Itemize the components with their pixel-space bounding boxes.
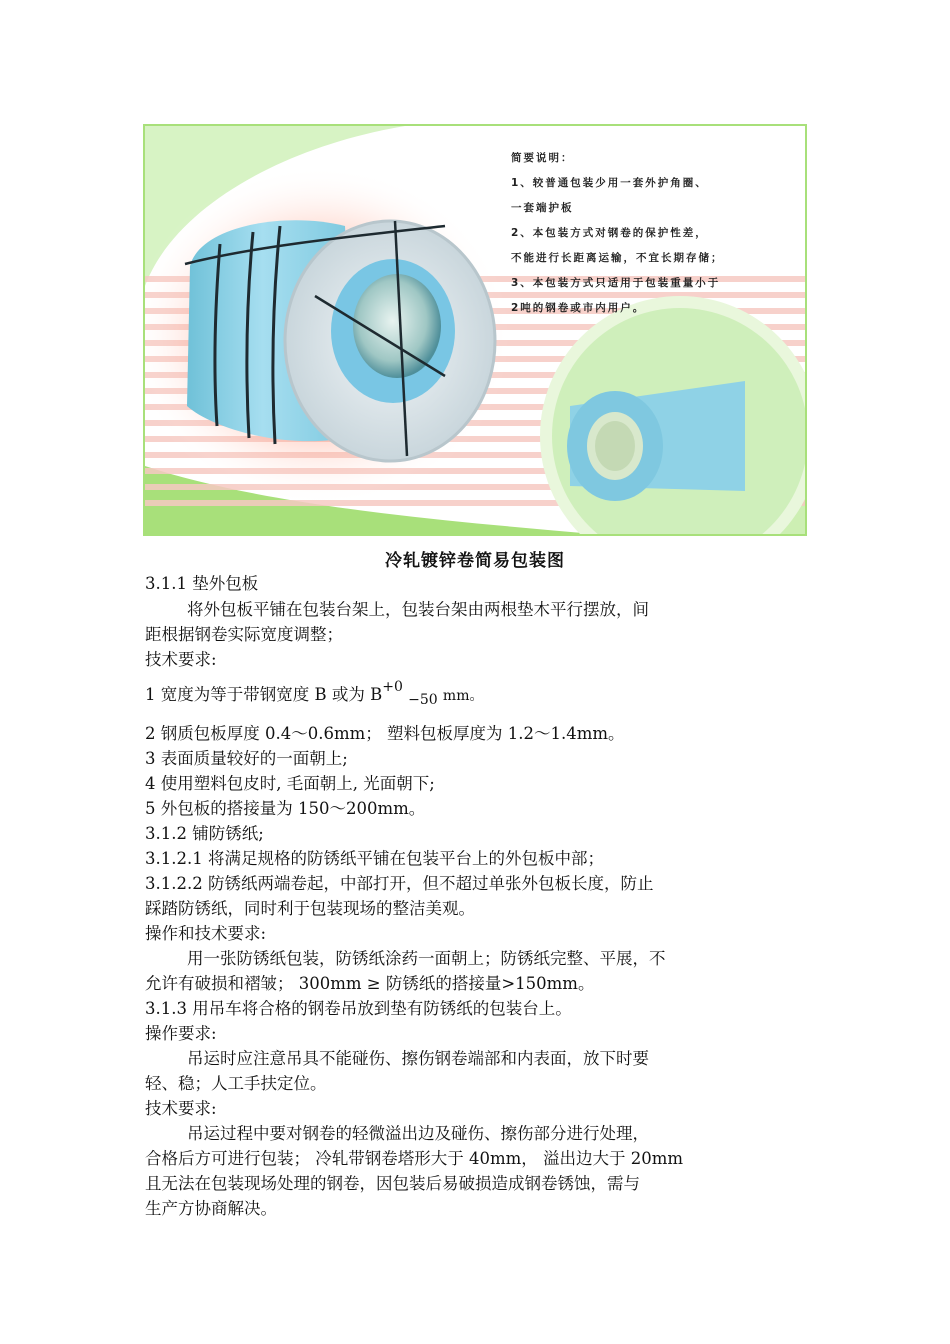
paragraph-line: 用一张防锈纸包装，防锈纸涂药一面朝上；防锈纸完整、平展，不 [187,949,666,968]
subheading: 操作和技术要求: [145,924,267,943]
paragraph-line: 轻、稳；人工手扶定位。 [145,1074,327,1093]
section-heading: 3.1.3 用吊车将合格的钢卷吊放到垫有防锈纸的包装台上。 [145,999,572,1018]
small-coil-image [540,296,805,534]
tolerance-lower: −50 [408,692,438,708]
large-coil-image [185,220,495,461]
notes-line: 不能进行长距离运输，不宜长期存储； [511,252,724,264]
paragraph-line: 3.1.2.2 防锈纸两端卷起，中部打开，但不超过单张外包板长度，防止 [145,874,654,893]
tolerance-upper: +0 [382,679,403,695]
notes-line: 2、本包装方式对钢卷的保护性差， [511,227,708,239]
notes-line: 2吨的钢卷或市内用户。 [511,302,646,314]
brief-notes [511,146,801,321]
paragraph-line: 距根据钢卷实际宽度调整； [145,625,343,644]
figure-caption: 冷轧镀锌卷简易包装图 [385,551,565,571]
paragraph-line: 踩踏防锈纸，同时利于包装现场的整洁美观。 [145,899,475,918]
notes-line: 一套端护板 [511,202,574,214]
requirement-item-2: 2 钢质包板厚度 0.4～0.6mm； 塑料包板厚度为 1.2～1.4mm。 [145,724,625,743]
paragraph-line: 3.1.2.1 将满足规格的防锈纸平铺在包装平台上的外包板中部； [145,849,604,868]
notes-title: 简要说明： [511,152,574,164]
requirement-item-1 [145,679,484,708]
paragraph-line: 且无法在包装现场处理的钢卷，因包装后易破损造成钢卷锈蚀，需与 [145,1174,640,1193]
paragraph-line: 生产方协商解决。 [145,1199,277,1218]
requirement-item-4: 4 使用塑料包皮时, 毛面朝上, 光面朝下; [145,774,435,793]
paragraph-line: 吊运过程中要对钢卷的轻微溢出边及碰伤、擦伤部分进行处理， [187,1124,649,1143]
subheading: 操作要求: [145,1024,217,1043]
unit-mm: mm。 [442,688,484,704]
requirement-item-5: 5 外包板的搭接量为 150～200mm。 [145,799,426,818]
paragraph-line: 吊运时应注意吊具不能碰伤、擦伤钢卷端部和内表面，放下时要 [187,1049,649,1068]
section-heading: 3.1.2 铺防锈纸; [145,824,264,843]
notes-line: 1、较普通包装少用一套外护角圈、 [511,177,708,189]
packaging-figure [143,124,807,536]
item1-text: 1 宽度为等于带钢宽度 B 或为 B [145,685,383,704]
requirement-item-3: 3 表面质量较好的一面朝上; [145,749,348,768]
paragraph-line: 合格后方可进行包装； 冷轧带钢卷塔形大于 40mm， 溢出边大于 20mm [145,1149,684,1168]
subheading: 技术要求: [145,650,217,669]
notes-line: 3、本包装方式只适用于包装重量小于 [511,277,721,289]
section-heading: 3.1.1 垫外包板 [145,574,259,593]
subheading: 技术要求: [145,1099,217,1118]
paragraph-line: 允许有破损和褶皱； 300mm ≥ 防锈纸的搭接量>150mm。 [145,974,595,993]
paragraph-line: 将外包板平铺在包装台架上，包装台架由两根垫木平行摆放，间 [187,600,649,619]
